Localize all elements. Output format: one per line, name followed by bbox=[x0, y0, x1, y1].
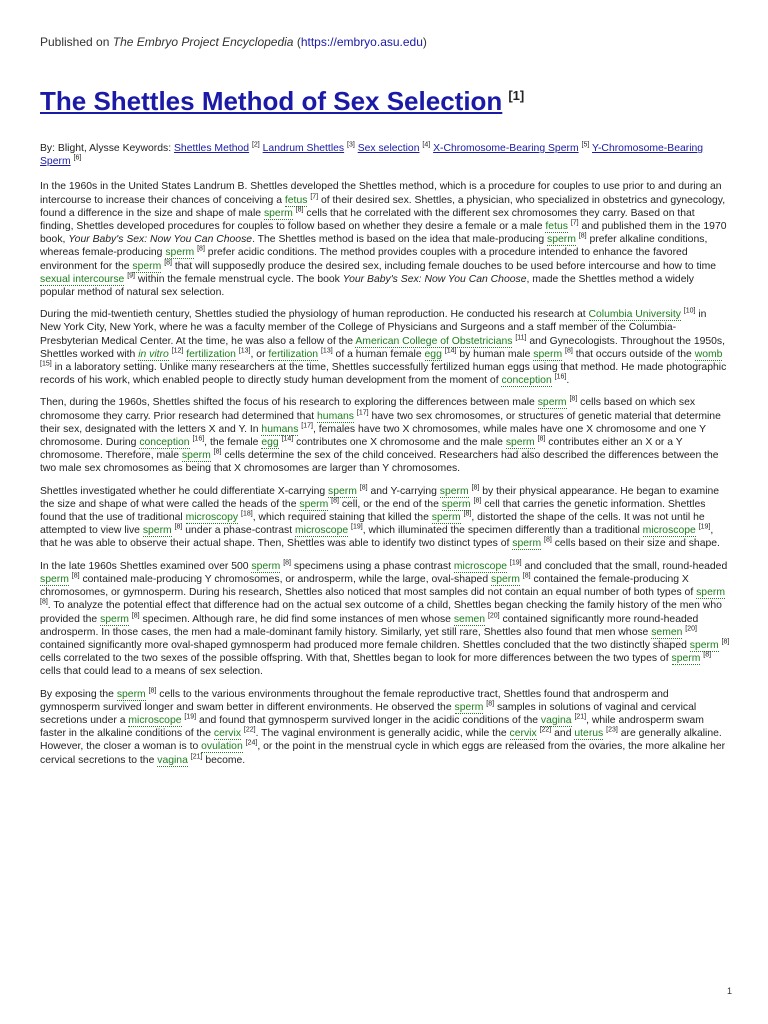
text-run: that will supposedly produce the desired sex, including female douches to be used before intercourse and how to time bbox=[171, 260, 717, 272]
text-run: , while androsperm swam faster in the alkaline conditions of the bbox=[40, 714, 704, 740]
paragraph bbox=[40, 688, 730, 767]
footnote-ref: [22] bbox=[243, 726, 256, 734]
site-url-link[interactable]: https://embryo.asu.edu bbox=[300, 35, 423, 49]
text-run: cells that he correlated with the different sex chromosomes they carry. Based on that finding, Shettles developed procedures for couples to follow based on whether they desire a female or a male bbox=[40, 207, 695, 233]
byline bbox=[40, 142, 730, 168]
footnote-ref: [5] bbox=[581, 141, 590, 149]
paragraph bbox=[40, 308, 730, 387]
text-run: prefer alkaline conditions, whereas female-producing bbox=[40, 234, 708, 259]
glossary-link[interactable]: American College of Obstetricians bbox=[355, 335, 513, 347]
footnote-ref: [13] bbox=[238, 347, 251, 355]
glossary-link[interactable]: sperm bbox=[431, 512, 461, 524]
footnote-ref: [21] bbox=[190, 753, 203, 761]
text-run: contained the female-producing X chromosomes, or gymnosperm. During his research, Shettles also noticed that most samples did not contain an equal number of both types of bbox=[40, 573, 697, 599]
glossary-link[interactable]: sperm bbox=[263, 207, 293, 219]
text-run: cells to the various environments throughout the female reproductive tract, Shettles found that androsperm and gymnosperm survived longer and swam better in different environments. He observed the bbox=[40, 688, 669, 713]
glossary-link[interactable]: egg bbox=[424, 348, 442, 360]
glossary-link[interactable]: sperm bbox=[40, 573, 69, 585]
footnote-ref: [8] bbox=[283, 559, 291, 567]
paragraph bbox=[40, 485, 730, 551]
glossary-link[interactable]: semen bbox=[453, 613, 486, 625]
text-run: of their desired sex. Shettles, a physician, who specialized in obstetrics and gynecology, found a difference in the size and shape of male bbox=[40, 194, 726, 219]
text-run: contributes one X chromosome and the male bbox=[293, 437, 506, 449]
footnote-ref: [2] bbox=[251, 141, 260, 149]
footnote-ref: [8] bbox=[40, 598, 48, 606]
glossary-link[interactable]: microscope bbox=[295, 525, 349, 537]
footnote-ref: [14] bbox=[444, 347, 457, 355]
footnote-ref: [8] bbox=[164, 259, 172, 267]
footnote-ref: [8] bbox=[721, 638, 730, 646]
glossary-link[interactable]: egg bbox=[261, 437, 279, 449]
footnote-ref: [8] bbox=[71, 572, 80, 580]
byline-prefix: By: Blight, Alysse Keywords: bbox=[40, 143, 172, 154]
text-run: , distorted the shape of the cells. It was not until he attempted to view live bbox=[40, 512, 705, 537]
footnote-ref: [7] bbox=[310, 193, 319, 201]
footnote-ref: [24] bbox=[245, 739, 258, 747]
footnote-ref: [15] bbox=[40, 360, 52, 368]
article-body bbox=[40, 142, 730, 776]
footnote-ref: [19] bbox=[509, 559, 522, 567]
text-run: . The Shettles method is based on the idea that male-producing bbox=[252, 234, 548, 246]
footnote-ref: [8] bbox=[473, 497, 482, 505]
book-title: Your Baby's Sex: Now You Can Choose bbox=[68, 234, 253, 246]
footnote-ref: [16] bbox=[192, 435, 205, 443]
text-run: , which required staining that killed the bbox=[252, 512, 432, 524]
text-run: cells based on which sex chromosome they carry. Prior research had determined that bbox=[40, 397, 696, 422]
text-run: and Y-carrying bbox=[367, 485, 440, 497]
glossary-link[interactable]: in vitro bbox=[138, 348, 169, 360]
footnote-ref: [12] bbox=[171, 347, 184, 355]
text-run: of a human female bbox=[332, 348, 425, 360]
footnote-ref: [17] bbox=[356, 409, 369, 417]
glossary-link[interactable]: conception bbox=[501, 375, 552, 387]
text-run: By exposing the bbox=[40, 688, 117, 700]
glossary-link[interactable]: uterus bbox=[574, 728, 604, 740]
text-run: , or the point in the menstrual cycle in which eggs are released from the ovaries, the more alkaline her cervical secretions to the bbox=[40, 741, 726, 766]
glossary-link[interactable]: vagina bbox=[540, 714, 572, 726]
footnote-ref: [8] bbox=[537, 435, 546, 443]
text-run: cell, or the end of the bbox=[338, 498, 442, 510]
glossary-link[interactable]: cervix bbox=[213, 728, 242, 740]
footnote-ref: [8] bbox=[359, 484, 368, 492]
glossary-link[interactable]: microscope bbox=[453, 560, 508, 572]
footnote-ref: [19] bbox=[184, 713, 197, 721]
footnote-ref: [11] bbox=[515, 334, 527, 342]
text-run: contributes either an X or a Y chromosome. Therefore, male bbox=[40, 437, 683, 462]
text-run: have two sex chromosomes, or structures of genetic material that determine their sex, designated with the letters X and Y. In bbox=[40, 410, 721, 435]
published-line: Published on The Embryo Project Encyclopedia (https://embryo.asu.edu) bbox=[40, 35, 427, 49]
footnote-ref: [4] bbox=[422, 141, 431, 149]
page-title[interactable] bbox=[40, 86, 524, 117]
footnote-ref: [8] bbox=[148, 687, 157, 695]
footnote-ref: [9] bbox=[127, 272, 136, 280]
text-run: become. bbox=[202, 754, 246, 766]
glossary-link[interactable]: sperm bbox=[547, 234, 576, 246]
glossary-link[interactable]: sperm bbox=[505, 437, 535, 449]
glossary-link[interactable]: fetus bbox=[284, 194, 308, 206]
glossary-link[interactable]: microscope bbox=[642, 525, 696, 537]
glossary-link[interactable]: sperm bbox=[696, 587, 725, 599]
paragraph bbox=[40, 180, 730, 299]
text-run: Then, during the 1960s, Shettles shifted the focus of his research to exploring the differences between male bbox=[40, 397, 538, 409]
text-run: cells determine the sex of the child conceived. Researchers had also described the differences between the two male sex chromosomes as being that X chromosomes are larger than Y chromosomes. bbox=[40, 450, 719, 475]
glossary-link[interactable]: sperm bbox=[671, 653, 701, 665]
keyword-link[interactable]: Sex selection bbox=[357, 143, 420, 154]
text-run: prefer acidic conditions. The method provides couples with a procedure intended to enhance the favored environment for the bbox=[40, 247, 688, 272]
footnote-ref: [10] bbox=[683, 307, 696, 315]
text-run: In the 1960s in the United States Landrum B. Shettles developed the Shettles method, which is a procedure for couples to use prior to and during an intercourse to increase their chances of conceiving a bbox=[40, 181, 722, 206]
text-run: , that he was able to observe their actual shape. Then, Shettles was able to identify two distinct types of bbox=[40, 525, 714, 550]
glossary-link[interactable]: cervix bbox=[509, 728, 537, 740]
text-run: cell that carries the genetic information. Shettles found that the use of traditional bbox=[40, 498, 706, 524]
glossary-link[interactable]: sperm bbox=[533, 348, 563, 360]
glossary-link[interactable]: sperm bbox=[512, 538, 542, 550]
text-run: and published them in the 1970 book, bbox=[40, 221, 727, 246]
text-run: cells based on their size and shape. bbox=[551, 538, 720, 550]
text-run: in a laboratory setting. Unlike many researchers at the time, Shettles successfully fertilized human eggs using that method. He made photographic records of his work, which enabled people to directly study human development from the moment of bbox=[40, 362, 727, 387]
title-text[interactable]: The Shettles Method of Sex Selection bbox=[40, 86, 503, 116]
footnote-ref: [8] bbox=[331, 497, 339, 505]
text-run: During the mid-twentieth century, Shettles studied the physiology of human reproduction. He conducted his research at bbox=[40, 309, 589, 321]
text-run: , the female bbox=[204, 437, 262, 449]
footnote-ref: [8] bbox=[295, 206, 304, 214]
footnote-ref: [20] bbox=[685, 625, 697, 633]
footnote-ref: [13] bbox=[320, 347, 333, 355]
footnote-ref: [19] bbox=[351, 523, 363, 531]
footnote-ref: [3] bbox=[347, 141, 355, 149]
glossary-link[interactable]: sperm bbox=[132, 260, 162, 272]
text-run: contained significantly more round-headed androsperm. In those cases, the men had a male-dominant family history. Similarly, yet still rare, Shettles also found that men whose bbox=[40, 613, 699, 638]
glossary-link[interactable]: sperm bbox=[439, 485, 469, 497]
footnote-ref: [8] bbox=[522, 572, 531, 580]
text-run: samples in solutions of vaginal and cervical secretions under a bbox=[40, 701, 697, 726]
glossary-link[interactable]: Columbia University bbox=[588, 309, 681, 321]
glossary-link[interactable]: sperm bbox=[142, 525, 172, 537]
keyword-link[interactable]: X-Chromosome-Bearing Sperm bbox=[433, 143, 579, 154]
glossary-link[interactable]: conception bbox=[139, 437, 190, 449]
footnote-ref: [8] bbox=[213, 448, 222, 456]
title-ref: [1] bbox=[508, 88, 525, 104]
footnote-ref: [8] bbox=[486, 700, 495, 708]
book-title: Your Baby's Sex: Now You Can Choose bbox=[342, 273, 527, 285]
footnote-ref: [8] bbox=[197, 245, 205, 253]
glossary-link[interactable]: vagina bbox=[157, 754, 188, 766]
footnote-ref: [20] bbox=[487, 612, 500, 620]
keyword-link[interactable]: Y-Chromosome-Bearing Sperm bbox=[40, 143, 704, 168]
glossary-link[interactable]: sperm bbox=[441, 498, 471, 510]
text-run: , made the Shettles method a widely popular method of natural sex selection. bbox=[40, 273, 694, 299]
text-run: by their physical appearance. He began to examine the size and shape of what were called the heads of the bbox=[40, 485, 720, 510]
footnote-ref: [8] bbox=[544, 537, 552, 545]
site-name: The Embryo Project Encyclopedia bbox=[112, 35, 294, 49]
footnote-ref: [8] bbox=[471, 484, 480, 492]
footnote-ref: [8] bbox=[578, 232, 587, 240]
footnote-ref: [8] bbox=[463, 510, 472, 518]
footnote-ref: [7] bbox=[570, 219, 579, 227]
text-run: Shettles investigated whether he could differentiate X-carrying bbox=[40, 485, 329, 497]
glossary-link[interactable]: microscope bbox=[128, 714, 182, 726]
glossary-link[interactable]: sperm bbox=[165, 247, 195, 259]
text-run: and found that gymnosperm survived longer in the acidic conditions of the bbox=[196, 714, 541, 726]
glossary-link[interactable]: fertilization bbox=[186, 348, 236, 360]
glossary-link[interactable]: fertilization bbox=[268, 348, 319, 360]
glossary-link[interactable]: sexual intercourse bbox=[40, 273, 125, 285]
glossary-link[interactable]: semen bbox=[651, 626, 683, 638]
glossary-link[interactable]: sperm bbox=[454, 701, 484, 713]
page-number: 1 bbox=[726, 986, 732, 996]
text-run: and concluded that the small, round-headed bbox=[521, 560, 728, 572]
text-run: , or bbox=[250, 348, 269, 360]
text-run: , females have two X chromosomes, while males have one X chromosome and one Y chromosome. During bbox=[40, 423, 706, 449]
paragraph bbox=[40, 396, 730, 475]
footnote-ref: [8] bbox=[703, 651, 712, 659]
footnote-ref: [8] bbox=[131, 612, 140, 620]
published-prefix: Published on bbox=[40, 35, 110, 49]
text-run: cells that could lead to a means of sex selection. bbox=[40, 666, 263, 678]
text-run: in New York City, New York, where he was a faculty member of the College of Physicians and Surgeons and a staff member of the Columbia-Presbyterian Medical Center. At the time, he was also a fellow of the bbox=[40, 309, 707, 347]
text-run: contained significantly more oval-shaped gymnosperm had produced more female children. Shettles concluded that the two distinctly shaped bbox=[40, 639, 690, 651]
text-run: within the female menstrual cycle. The book bbox=[135, 273, 343, 285]
glossary-link[interactable]: humans bbox=[317, 410, 354, 422]
glossary-link[interactable]: sperm bbox=[689, 639, 719, 651]
text-run: are generally alkaline. However, the closer a woman is to bbox=[40, 728, 722, 753]
text-run: . To analyze the potential effect that difference had on the actual sex outcome of a child, Shettles began checking the family history of the men who provided the bbox=[40, 600, 722, 625]
text-run: . bbox=[566, 375, 570, 387]
paragraph-list bbox=[40, 180, 730, 766]
glossary-link[interactable]: humans bbox=[261, 423, 299, 435]
footnote-ref: [16] bbox=[554, 373, 567, 381]
text-run: that occurs outside of the bbox=[572, 348, 695, 360]
text-run: by human male bbox=[456, 348, 534, 360]
glossary-link[interactable]: sperm bbox=[116, 688, 146, 700]
glossary-link[interactable]: sperm bbox=[100, 613, 129, 625]
footnote-ref: [18] bbox=[241, 510, 253, 518]
text-run: cells correlated to the two sexes of the possible offspring. With that, Shettles began to look for more differences between the two types of bbox=[40, 653, 672, 665]
footnote-ref: [19] bbox=[698, 523, 711, 531]
text-run: , which illuminated the specimen differently than a traditional bbox=[362, 525, 643, 537]
paragraph bbox=[40, 560, 730, 679]
footnote-ref: [8] bbox=[569, 395, 578, 403]
glossary-link[interactable]: sperm bbox=[181, 450, 211, 462]
text-run: contained male-producing Y chromosomes, or androsperm, while the large, oval-shaped bbox=[79, 573, 491, 585]
footnote-ref: [6] bbox=[73, 154, 82, 162]
glossary-link[interactable]: sperm bbox=[299, 498, 329, 510]
glossary-link[interactable]: sperm bbox=[537, 397, 567, 409]
footnote-ref: [17] bbox=[301, 422, 313, 430]
glossary-link[interactable]: sperm bbox=[491, 573, 520, 585]
text-run: . The vaginal environment is generally acidic, while the bbox=[255, 728, 510, 740]
text-run: specimens using a phase contrast bbox=[290, 560, 454, 572]
text-run: and Gynecologists. Throughout the 1950s, Shettles worked with bbox=[40, 335, 726, 360]
footnote-ref: [8] bbox=[174, 523, 183, 531]
glossary-link[interactable]: ovulation bbox=[201, 741, 243, 753]
footnote-ref: [8] bbox=[565, 347, 573, 355]
glossary-link[interactable]: microscopy bbox=[185, 512, 239, 524]
text-run: and bbox=[551, 728, 575, 740]
footnote-ref: [23] bbox=[606, 726, 618, 734]
glossary-link[interactable]: fetus bbox=[545, 221, 568, 233]
text-run: under a phase-contrast bbox=[182, 525, 296, 537]
glossary-link[interactable]: sperm bbox=[328, 485, 357, 497]
text-run: specimen. Although rare, he did find some instances of men whose bbox=[139, 613, 454, 625]
footnote-ref: [21] bbox=[574, 713, 587, 721]
glossary-link[interactable]: womb bbox=[694, 348, 723, 360]
footnote-ref: [14] bbox=[281, 435, 294, 443]
keyword-link[interactable]: Shettles Method bbox=[173, 143, 250, 154]
glossary-link[interactable]: sperm bbox=[251, 560, 281, 572]
text-run: In the late 1960s Shettles examined over 500 bbox=[40, 560, 252, 572]
keyword-link[interactable]: Landrum Shettles bbox=[262, 143, 345, 154]
footnote-ref: [22] bbox=[539, 726, 552, 734]
